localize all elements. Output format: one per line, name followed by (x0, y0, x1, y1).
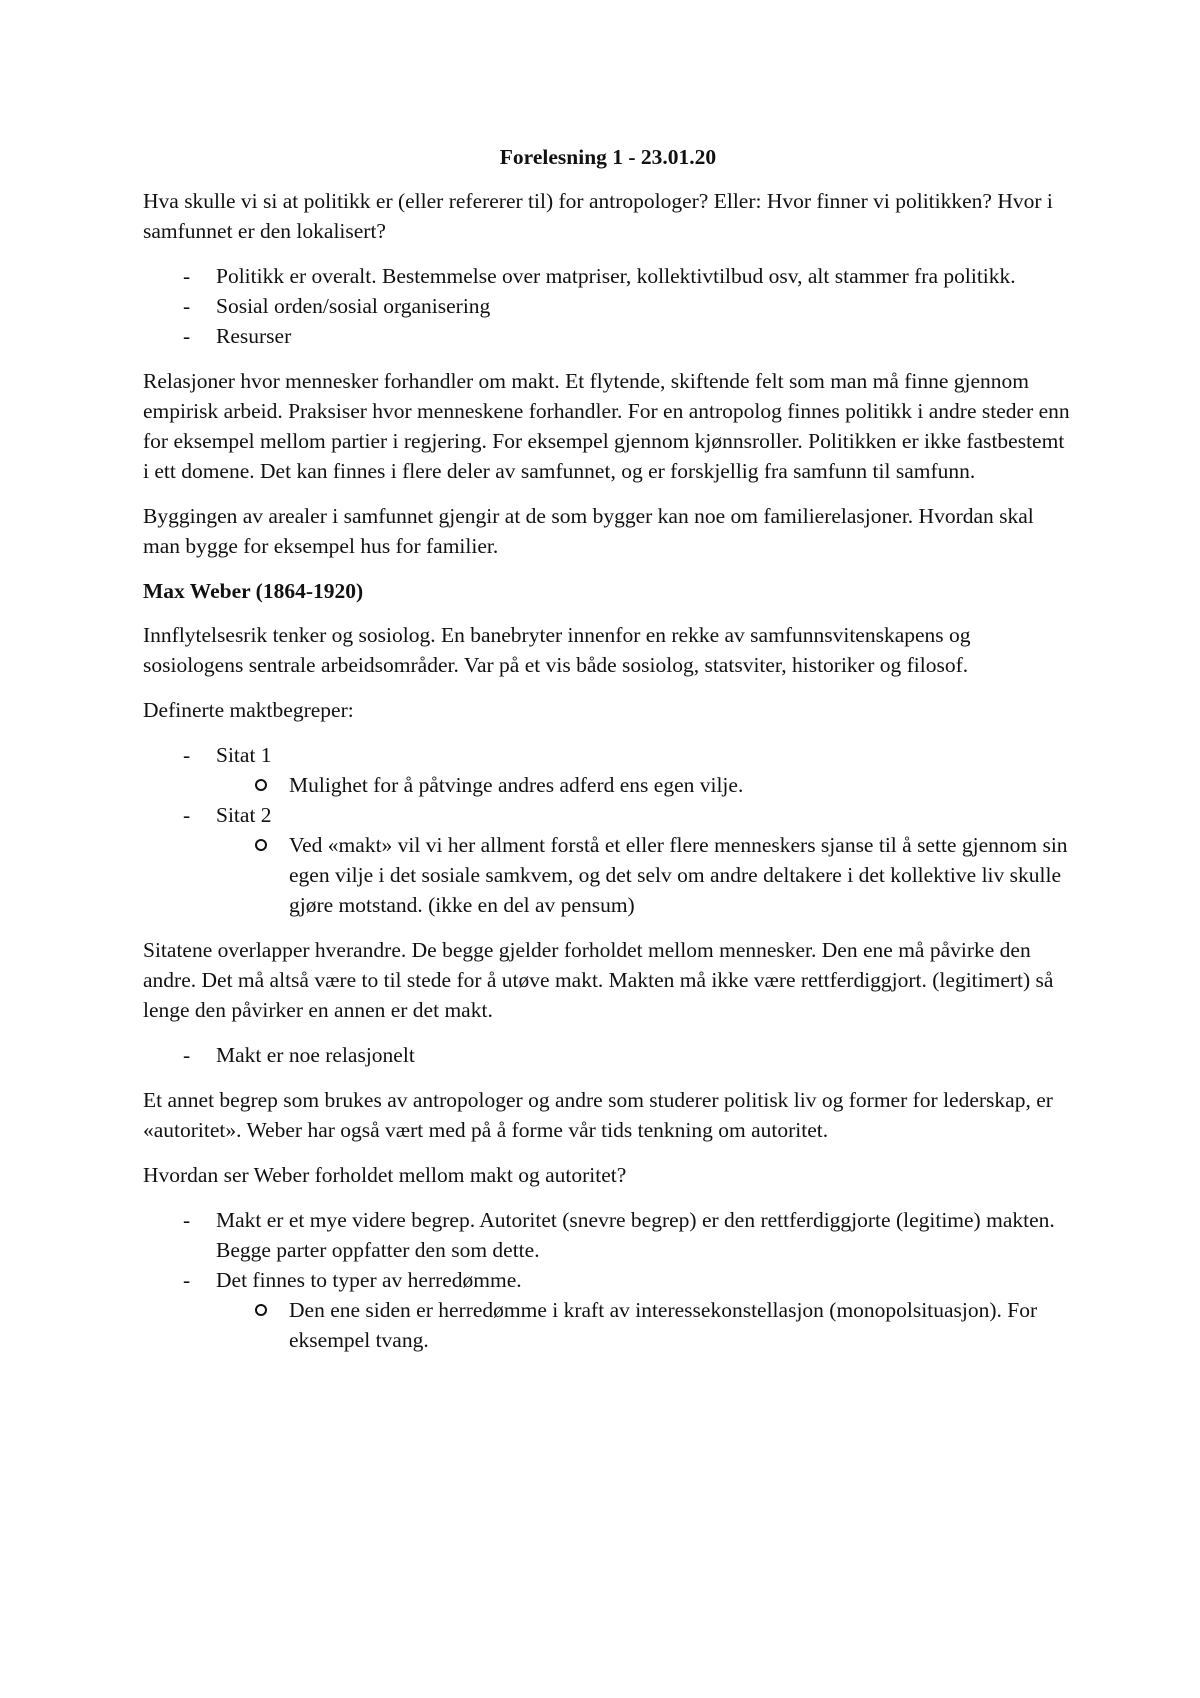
list-item (143, 1205, 1073, 1265)
hvordan-paragraph: Hvordan ser Weber forholdet mellom makt og autoritet? (143, 1163, 627, 1187)
list-item-text: Sitat 1 (216, 743, 272, 767)
list-item (143, 1265, 1073, 1355)
list-item (143, 740, 1073, 800)
intro-paragraph: Hva skulle vi si at politikk er (eller refererer til) for antropologer? Eller: Hvor finner vi politikken? Hvor i samfunnet er den lokalisert? (143, 189, 1053, 243)
sitatene-paragraph: Sitatene overlapper hverandre. De begge gjelder forholdet mellom mennesker. Den ene må påvirke den andre. Det må altså være to til stede for å utøve makt. Makten må ikke være rettferdiggjort. (legitimert) så lenge den påvirker en annen er det makt. (143, 938, 1054, 1022)
list-item-text: Makt er noe relasjonelt (216, 1043, 415, 1067)
dash-marker: - (183, 743, 191, 767)
sub-list (216, 830, 1073, 920)
weber-paragraph: Innflytelsesrik tenker og sosiolog. En banebryter innenfor en rekke av samfunnsvitenskapens og sosiologens sentrale arbeidsområder. Var på et vis både sosiolog, statsviter, historiker og filosof. (143, 623, 971, 677)
document-content (143, 142, 1073, 1370)
dash-marker: - (183, 1268, 191, 1292)
list-item (143, 1040, 1073, 1070)
definerte-paragraph: Definerte maktbegreper: (143, 698, 354, 722)
politics-list (143, 261, 1073, 351)
list-item-text: Resurser (216, 324, 292, 348)
list-item (143, 800, 1073, 920)
sub-list (216, 1295, 1073, 1355)
bygging-paragraph: Byggingen av arealer i samfunnet gjengir at de som bygger kan noe om familierelasjoner. Hvordan skal man bygge for eksempel hus for familier. (143, 504, 1034, 558)
sub-list-item-text: Ved «makt» vil vi her allment forstå et eller flere menneskers sjanse til å sette gjennom sin egen vilje i det sosiale samkvem, og det selv om andre deltakere i det kollektive liv skulle gjøre motstand. (ikke en del av pensum) (289, 833, 1068, 917)
authority-list (143, 1205, 1073, 1355)
sub-list-item-text: Mulighet for å påtvinge andres adferd ens egen vilje. (289, 773, 744, 797)
weber-heading: Max Weber (1864-1920) (143, 579, 364, 603)
dash-marker: - (183, 803, 191, 827)
sub-list-item-text: Den ene siden er herredømme i kraft av interessekonstellasjon (monopolsituasjon). For eksempel tvang. (289, 1298, 1038, 1352)
quotes-list (143, 740, 1073, 920)
relasjoner-paragraph: Relasjoner hvor mennesker forhandler om makt. Et flytende, skiftende felt som man må finne gjennom empirisk arbeid. Praksiser hvor menneskene forhandler. For en antropolog finnes politikk i andre steder enn for eksempel mellom partier i regjering. For eksempel gjennom kjønnsroller. Politikken er ikke fastbestemt i ett domene. Det kan finnes i flere deler av samfunnet, og er forskjellig fra samfunn til samfunn. (143, 369, 1070, 483)
list-item-text: Sosial orden/sosial organisering (216, 294, 491, 318)
dash-marker: - (183, 294, 191, 318)
list-item (143, 261, 1073, 291)
circle-bullet-icon (255, 839, 267, 851)
sub-list-item (143, 770, 1073, 800)
list-item-text: Det finnes to typer av herredømme. (216, 1268, 522, 1292)
dash-marker: - (183, 1208, 191, 1232)
circle-bullet-icon (255, 1304, 267, 1316)
list-item-text: Politikk er overalt. Bestemmelse over matpriser, kollektivtilbud osv, alt stammer fra politikk. (216, 264, 1016, 288)
list-item-text: Sitat 2 (216, 803, 272, 827)
relational-list (143, 1040, 1073, 1070)
sub-list-item (143, 830, 1073, 920)
list-item (143, 321, 1073, 351)
dash-marker: - (183, 1043, 191, 1067)
dash-marker: - (183, 324, 191, 348)
document-title: Forelesning 1 - 23.01.20 (499, 145, 717, 169)
list-item-text: Makt er et mye videre begrep. Autoritet (snevre begrep) er den rettferdiggjorte (legitime) makten. Begge parter oppfatter den som dette. (216, 1208, 1055, 1262)
list-item (143, 291, 1073, 321)
sub-list (216, 770, 1073, 800)
circle-bullet-icon (255, 779, 267, 791)
dash-marker: - (183, 264, 191, 288)
sub-list-item (143, 1295, 1073, 1355)
annet-paragraph: Et annet begrep som brukes av antropologer og andre som studerer politisk liv og former for lederskap, er «autoritet». Weber har også vært med på å forme vår tids tenkning om autoritet. (143, 1088, 1053, 1142)
